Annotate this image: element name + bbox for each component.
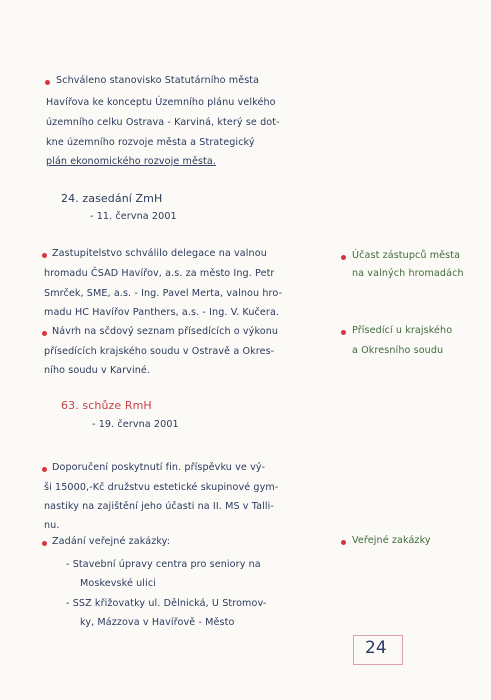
meeting-date: - 19. června 2001 (92, 419, 179, 430)
bullet-dot (341, 255, 346, 260)
bullet-dot (45, 80, 50, 85)
text-line: Smrček, SME, a.s. - Ing. Pavel Merta, valnou hro- (44, 288, 283, 299)
bullet-dot (341, 330, 346, 335)
meeting-title: 24. zasedání ZmH (61, 192, 163, 205)
text-line: Zastupitelstvo schválilo delegace na valnou (52, 248, 267, 259)
text-line: ky, Mázzova v Havířově - Město (80, 617, 235, 628)
margin-note: na valných hromadách (352, 268, 464, 279)
margin-note: Účast zástupců města (352, 250, 461, 261)
meeting-date: - 11. června 2001 (90, 211, 177, 222)
text-line: ního soudu v Karviné. (44, 365, 151, 376)
page-number: 24 (365, 638, 387, 658)
text-line: nastiky na zajištění jeho účasti na II. MS v Talli- (44, 501, 274, 512)
text-line: hromadu ČSAD Havířov, a.s. za město Ing. Petr (44, 268, 275, 279)
text-line: Zadání veřejné zakázky: (52, 536, 171, 547)
text-line: Doporučení poskytnutí fin. příspěvku ve vý- (52, 462, 266, 473)
text-line: Návrh na sčdový seznam přísedících o výkonu (52, 326, 279, 337)
bullet-dot (341, 540, 346, 545)
margin-note: a Okresního soudu (352, 345, 444, 356)
text-line: nu. (44, 520, 60, 531)
text-line: územního celku Ostrava - Karviná, který se dot- (46, 117, 280, 128)
text-line: Havířova ke konceptu Územního plánu velkého (46, 97, 276, 108)
bullet-dot (42, 253, 47, 258)
margin-note: Přísedící u krajského (352, 325, 453, 336)
text-line: kne územního rozvoje města a Strategický (46, 137, 255, 148)
text-line: - Stavební úpravy centra pro seniory na (66, 559, 261, 570)
text-line: madu HC Havířov Panthers, a.s. - Ing. V. Kučera. (44, 307, 280, 318)
margin-note: Veřejné zakázky (352, 535, 431, 546)
text-line: Schváleno stanovisko Statutárního města (56, 75, 260, 86)
bullet-dot (42, 467, 47, 472)
bullet-dot (42, 331, 47, 336)
text-line: plán ekonomického rozvoje města. (46, 156, 217, 167)
text-line: - SSZ křižovatky ul. Dělnická, U Stromov- (66, 598, 267, 609)
text-line: ši 15000,-Kč družstvu estetické skupinové gym- (44, 482, 279, 493)
meeting-title: 63. schůze RmH (61, 399, 152, 412)
text-line: přísedících krajského soudu v Ostravě a Okres- (44, 346, 275, 357)
text-line: Moskevské ulici (80, 578, 156, 589)
bullet-dot (42, 541, 47, 546)
